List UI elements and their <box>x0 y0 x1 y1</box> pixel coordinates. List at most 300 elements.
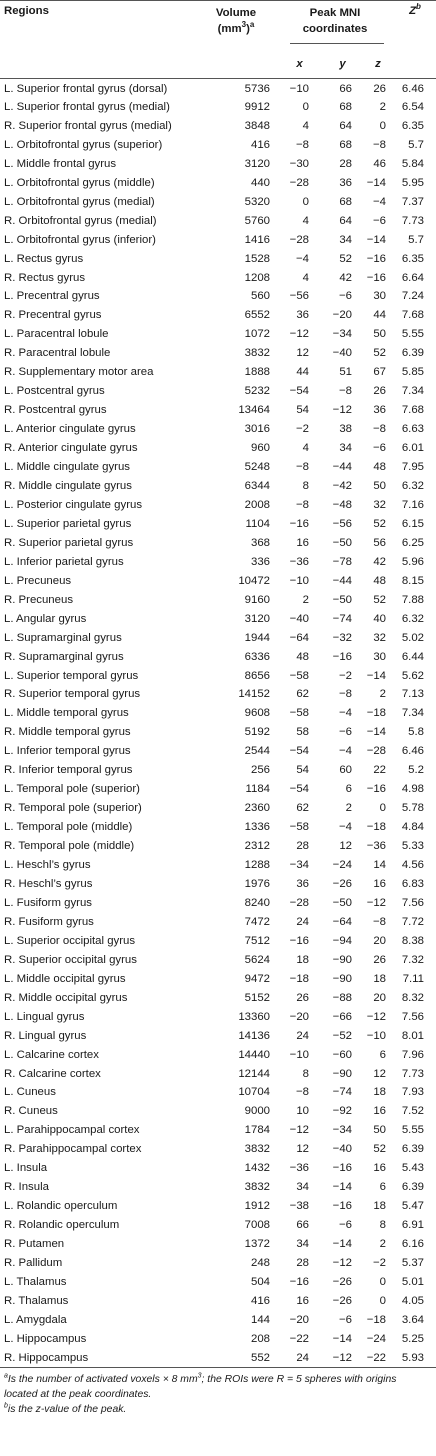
cell-zscore: 5.93 <box>394 1348 436 1367</box>
cell-region: L. Superior parietal gyrus <box>4 517 132 530</box>
cell-y: −50 <box>332 536 352 549</box>
cell-y: 52 <box>339 252 352 265</box>
footnote-b-mark: b <box>4 1402 8 1410</box>
cell-x: 0 <box>302 195 309 208</box>
table-row <box>0 533 436 552</box>
cell-x: −28 <box>289 233 309 246</box>
cell-y: −88 <box>332 991 352 1004</box>
cell-region: R. Supramarginal gyrus <box>4 650 124 663</box>
cell-volume: 5232 <box>244 385 270 398</box>
table-row <box>0 837 436 856</box>
cell-z: 32 <box>373 631 387 644</box>
cell-x: −12 <box>289 328 309 341</box>
table-row <box>0 704 436 723</box>
cell-volume: 256 <box>250 764 270 777</box>
cell-zscore: 6.35 <box>401 252 425 265</box>
cell-z: 48 <box>373 461 387 474</box>
cell-y: −2 <box>339 669 352 682</box>
cell-region: L. Thalamus <box>4 1276 67 1289</box>
footnote-b <box>4 1402 432 1417</box>
cell-z: −12 <box>366 1010 387 1023</box>
cell-z: 12 <box>373 1067 387 1080</box>
cell-zscore: 3.64 <box>401 1313 425 1326</box>
header-zscore <box>394 1 436 51</box>
cell-z: 52 <box>373 347 387 360</box>
cell-z: 8 <box>379 1219 387 1232</box>
cell-zscore: 7.56 <box>401 896 425 909</box>
cell-zscore: 4.84 <box>401 821 425 834</box>
cell-y: −20 <box>332 309 352 322</box>
cell-y: 36 <box>339 176 352 189</box>
cell-y: 38 <box>339 423 352 436</box>
cell-volume: 440 <box>250 176 270 189</box>
cell-x: 54 <box>296 404 309 417</box>
cell-z: −18 <box>366 1313 387 1326</box>
cell-x: −12 <box>289 1124 309 1137</box>
table-row <box>0 401 436 420</box>
table-row <box>0 893 436 912</box>
cell-y: −50 <box>332 896 352 909</box>
table-row <box>0 1273 436 1292</box>
cell-zscore: 6.16 <box>401 1238 425 1251</box>
cell-x: −54 <box>289 385 309 398</box>
cell-z: 46 <box>373 157 387 170</box>
table-row <box>0 116 436 135</box>
cell-z: 16 <box>373 1105 387 1118</box>
cell-x: 24 <box>296 915 309 928</box>
cell-region: L. Middle cingulate gyrus <box>4 461 130 474</box>
cell-zscore: 5.33 <box>401 840 425 853</box>
cell-z: −18 <box>366 821 387 834</box>
cell-volume: 504 <box>250 1276 270 1289</box>
cell-x: −54 <box>289 745 309 758</box>
cell-z: 50 <box>373 328 387 341</box>
cell-region: R. Thalamus <box>4 1294 69 1307</box>
cell-z: −8 <box>373 915 387 928</box>
table-header <box>0 1 436 79</box>
cell-x: −4 <box>296 252 309 265</box>
cell-y: −48 <box>332 498 352 511</box>
cell-zscore: 8.15 <box>401 574 425 587</box>
cell-region: R. Rolandic operculum <box>4 1219 120 1232</box>
cell-volume: 3832 <box>244 1143 270 1156</box>
table-row <box>0 363 436 382</box>
cell-zscore: 6.46 <box>401 83 425 96</box>
cell-volume: 7008 <box>244 1219 270 1232</box>
table-row <box>0 590 436 609</box>
cell-volume: 3832 <box>244 1181 270 1194</box>
table-row <box>0 742 436 761</box>
cell-x: 48 <box>296 650 309 663</box>
cell-x: 58 <box>296 726 309 739</box>
cell-x: 4 <box>302 271 309 284</box>
cell-region: R. Hippocampus <box>0 1348 196 1367</box>
cell-zscore: 4.98 <box>401 783 425 796</box>
cell-zscore: 5.55 <box>401 328 425 341</box>
cell-zscore: 7.68 <box>401 309 425 322</box>
cell-x: 2 <box>302 593 309 606</box>
footnote-a-exp: 3 <box>197 1372 202 1380</box>
cell-z: 52 <box>373 517 387 530</box>
cell-z: 42 <box>373 555 387 568</box>
cell-x: −28 <box>289 896 309 909</box>
cell-x: 44 <box>296 366 309 379</box>
table-row <box>0 666 436 685</box>
cell-region: L. Posterior cingulate gyrus <box>4 498 143 511</box>
cell-z: −16 <box>366 252 387 265</box>
cell-volume: 1072 <box>244 328 270 341</box>
cell-z: 50 <box>373 1124 387 1137</box>
cell-region: L. Fusiform gyrus <box>4 896 92 909</box>
cell-z: −6 <box>373 442 387 455</box>
cell-z: 30 <box>373 650 387 663</box>
cell-z: 6 <box>379 1181 387 1194</box>
cell-zscore: 6.91 <box>401 1219 425 1232</box>
cell-z: −16 <box>366 271 387 284</box>
cell-volume: 1888 <box>244 366 270 379</box>
cell-volume: 1528 <box>244 252 270 265</box>
cell-x: 8 <box>302 1067 309 1080</box>
cell-zscore: 4.05 <box>401 1294 425 1307</box>
cell-volume: 7512 <box>244 934 270 947</box>
cell-zscore: 6.64 <box>401 271 425 284</box>
table-row <box>0 818 436 837</box>
cell-z: −14 <box>366 669 387 682</box>
cell-z: 20 <box>373 991 387 1004</box>
table-row <box>0 780 436 799</box>
cell-zscore: 5.62 <box>401 669 425 682</box>
table-row <box>0 1007 436 1026</box>
cell-region: R. Orbitofrontal gyrus (medial) <box>4 214 157 227</box>
cell-volume: 1416 <box>244 233 270 246</box>
cell-zscore: 8.01 <box>401 1029 425 1042</box>
cell-y: −12 <box>323 1348 362 1367</box>
cell-region: L. Calcarine cortex <box>4 1048 99 1061</box>
cell-x: 28 <box>296 840 309 853</box>
cell-volume: 560 <box>250 290 270 303</box>
header-peak-line1: Peak MNI <box>309 7 361 19</box>
cell-x: 34 <box>296 1181 309 1194</box>
table-row <box>0 495 436 514</box>
cell-zscore: 7.56 <box>401 1010 425 1023</box>
cell-zscore: 7.52 <box>401 1105 425 1118</box>
table-body <box>0 79 436 1368</box>
table-row <box>0 552 436 571</box>
cell-zscore: 5.7 <box>408 138 425 151</box>
cell-volume: 248 <box>250 1257 270 1270</box>
cell-y: −60 <box>332 1048 352 1061</box>
cell-zscore: 7.32 <box>401 953 425 966</box>
cell-y: −94 <box>332 934 352 947</box>
cell-x: 66 <box>296 1219 309 1232</box>
cell-z: −8 <box>373 138 387 151</box>
cell-region: R. Temporal pole (middle) <box>4 840 135 853</box>
cell-zscore: 4.56 <box>401 859 425 872</box>
cell-volume: 5320 <box>244 195 270 208</box>
cell-z: −14 <box>366 176 387 189</box>
table-row <box>0 268 436 287</box>
cell-volume: 5248 <box>244 461 270 474</box>
table-row <box>0 609 436 628</box>
cell-region: L. Angular gyrus <box>4 612 87 625</box>
table-row <box>0 154 436 173</box>
cell-x: −8 <box>296 461 309 474</box>
cell-z: 52 <box>373 1143 387 1156</box>
cell-x: 0 <box>302 100 309 113</box>
cell-zscore: 6.44 <box>401 650 425 663</box>
cell-y: −6 <box>339 1219 352 1232</box>
cell-region: R. Middle temporal gyrus <box>4 726 131 739</box>
cell-z: −10 <box>366 1029 387 1042</box>
cell-region: R. Precentral gyrus <box>4 309 102 322</box>
cell-region: L. Middle occipital gyrus <box>4 972 126 985</box>
table-row <box>0 1159 436 1178</box>
header-zscore-label: Z <box>409 5 417 17</box>
header-volume <box>196 1 276 51</box>
table-row <box>0 1064 436 1083</box>
cell-region: R. Putamen <box>4 1238 65 1251</box>
table-row <box>0 685 436 704</box>
cell-x: 36 <box>296 878 309 890</box>
header-volume-unit-exp: 3 <box>241 20 247 30</box>
cell-volume: 14152 <box>238 688 270 701</box>
cell-volume: 1976 <box>244 878 270 890</box>
cell-region: R. Rectus gyrus <box>4 271 86 284</box>
cell-zscore: 5.25 <box>401 1332 425 1345</box>
cell-region: L. Orbitofrontal gyrus (middle) <box>4 176 155 189</box>
cell-y: −34 <box>332 328 352 341</box>
table-row <box>0 79 436 98</box>
cell-zscore: 6.15 <box>401 517 425 530</box>
cell-y: 66 <box>339 83 352 96</box>
cell-x: 16 <box>296 536 309 549</box>
cell-region: L. Anterior cingulate gyrus <box>4 423 136 436</box>
cell-z: 26 <box>373 83 387 96</box>
cell-region: L. Precuneus <box>4 574 72 587</box>
cell-y: 60 <box>339 764 352 777</box>
cell-region: R. Pallidum <box>4 1257 63 1270</box>
cell-y: 6 <box>345 783 352 796</box>
cell-volume: 416 <box>250 1294 270 1307</box>
table-row <box>0 647 436 666</box>
table-row <box>0 458 436 477</box>
footnotes <box>0 1368 436 1417</box>
cell-volume: 8240 <box>244 896 270 909</box>
cell-z: 20 <box>373 934 387 947</box>
cell-z: 6 <box>379 1048 387 1061</box>
cell-volume: 8656 <box>244 669 270 682</box>
cell-region: L. Middle frontal gyrus <box>4 157 117 170</box>
cell-x: −36 <box>289 1162 309 1175</box>
cell-z: 26 <box>373 385 387 398</box>
cell-y: 68 <box>339 138 352 151</box>
cell-x: 62 <box>296 688 309 701</box>
table-row <box>0 1140 436 1159</box>
cell-x: 4 <box>302 119 309 132</box>
cell-y: −90 <box>332 972 352 985</box>
cell-region: L. Amygdala <box>4 1313 67 1326</box>
cell-region: L. Orbitofrontal gyrus (inferior) <box>4 233 156 246</box>
cell-x: 16 <box>296 1294 309 1307</box>
cell-volume: 336 <box>250 555 270 568</box>
cell-volume: 7472 <box>244 915 270 928</box>
cell-region: R. Insula <box>4 1181 49 1194</box>
cell-y: −78 <box>332 555 352 568</box>
cell-z: 44 <box>373 309 387 322</box>
cell-y: −14 <box>332 1181 352 1194</box>
cell-volume: 5736 <box>244 83 270 96</box>
table-row <box>0 761 436 780</box>
cell-zscore: 5.2 <box>408 764 425 777</box>
cell-x: −10 <box>289 83 309 96</box>
cell-z: 18 <box>373 972 387 985</box>
cell-volume: 10472 <box>238 574 270 587</box>
cell-volume: 10704 <box>238 1086 270 1099</box>
cell-zscore: 7.34 <box>401 385 425 398</box>
cell-x: −38 <box>289 1200 309 1213</box>
footnote-a-mark: a <box>4 1372 8 1380</box>
cell-zscore: 6.46 <box>401 745 425 758</box>
cell-y: −26 <box>332 1294 352 1307</box>
table-row <box>0 97 436 116</box>
cell-volume: 368 <box>250 536 270 549</box>
table-row <box>0 420 436 439</box>
table-row <box>0 1292 436 1311</box>
cell-zscore: 6.54 <box>401 100 425 113</box>
cell-y: −32 <box>332 631 352 644</box>
cell-z: −28 <box>366 745 387 758</box>
cell-volume: 9608 <box>244 707 270 720</box>
table-row <box>0 1045 436 1064</box>
cell-volume: 1104 <box>245 517 270 530</box>
cell-zscore: 5.95 <box>401 176 425 189</box>
cell-z: 22 <box>373 764 387 777</box>
table-row <box>0 344 436 363</box>
cell-y: −6 <box>339 1313 352 1326</box>
cell-x: −58 <box>289 669 309 682</box>
cell-region: R. Fusiform gyrus <box>4 915 94 928</box>
cell-zscore: 7.16 <box>401 498 425 511</box>
cell-y: −42 <box>332 479 352 492</box>
cell-y: −40 <box>332 1143 352 1156</box>
cell-volume: 1336 <box>244 821 270 834</box>
cell-x: 4 <box>302 214 309 227</box>
cell-z: 26 <box>373 953 387 966</box>
cell-zscore: 5.01 <box>401 1276 425 1289</box>
cell-zscore: 7.13 <box>401 688 425 701</box>
header-volume-unit-close: ) <box>246 23 250 35</box>
cell-volume: 2360 <box>244 802 270 815</box>
cell-y: −40 <box>332 347 352 360</box>
cell-y: −66 <box>332 1010 352 1023</box>
cell-region: R. Lingual gyrus <box>4 1029 87 1042</box>
table-row <box>0 382 436 401</box>
cell-x: 12 <box>296 347 309 360</box>
cell-x: 54 <box>296 764 309 777</box>
header-zscore-footnote-mark: b <box>416 2 421 12</box>
cell-x: −10 <box>289 1048 309 1061</box>
cell-z: 30 <box>373 290 387 303</box>
table-row <box>0 950 436 969</box>
cell-y: −64 <box>332 915 352 928</box>
cell-y: −16 <box>332 650 352 663</box>
cell-volume: 9000 <box>244 1105 270 1118</box>
table-row <box>0 173 436 192</box>
cell-zscore: 8.32 <box>401 991 425 1004</box>
cell-x: −16 <box>289 517 309 530</box>
cell-volume: 208 <box>250 1332 270 1345</box>
cell-region: R. Supplementary motor area <box>4 366 154 379</box>
cell-y: 34 <box>339 233 352 246</box>
cell-region: R. Middle cingulate gyrus <box>4 479 132 492</box>
cell-region: R. Superior parietal gyrus <box>4 536 134 549</box>
cell-volume: 1784 <box>244 1124 270 1137</box>
cell-region: L. Lingual gyrus <box>4 1010 85 1023</box>
table-row <box>0 306 436 325</box>
cell-region: L. Hippocampus <box>4 1332 87 1345</box>
cell-volume: 14136 <box>238 1029 270 1042</box>
cell-volume: 552 <box>196 1348 276 1367</box>
cell-z: 16 <box>373 878 387 890</box>
footnote-a-text-1: Is the number of activated voxels × 8 mm <box>7 1373 198 1385</box>
cell-volume: 6552 <box>244 309 270 322</box>
cell-x: −22 <box>289 1332 309 1345</box>
table-row <box>0 287 436 306</box>
cell-zscore: 5.37 <box>401 1257 425 1270</box>
cell-y: −8 <box>339 688 352 701</box>
cell-volume: 1912 <box>244 1200 270 1213</box>
cell-x: 34 <box>296 1238 309 1251</box>
header-peak-rule <box>290 43 384 44</box>
cell-y: 12 <box>339 840 352 853</box>
table-row <box>0 1216 436 1235</box>
table-row <box>0 931 436 950</box>
header-volume-unit-open: (mm <box>217 23 242 35</box>
cell-x: −36 <box>289 555 309 568</box>
cell-volume: 13360 <box>238 1010 270 1023</box>
cell-x: −54 <box>289 783 309 796</box>
cell-z: 32 <box>373 498 387 511</box>
cell-zscore: 5.84 <box>401 157 425 170</box>
cell-volume: 1184 <box>245 783 270 796</box>
header-volume-footnote-mark: a <box>249 20 255 30</box>
cell-z: 18 <box>373 1200 387 1213</box>
cell-x: 28 <box>296 1257 309 1270</box>
cell-y: −50 <box>332 593 352 606</box>
cell-x: 8 <box>302 479 309 492</box>
cell-zscore: 5.47 <box>401 1200 425 1213</box>
header-regions: Regions <box>0 1 196 51</box>
cell-volume: 144 <box>250 1313 270 1326</box>
cell-volume: 9160 <box>244 593 270 606</box>
cell-y: 64 <box>339 119 352 132</box>
cell-zscore: 7.24 <box>401 290 425 303</box>
table-row <box>0 439 436 458</box>
cell-y: 2 <box>345 802 352 815</box>
table-row <box>0 325 436 344</box>
cell-volume: 3120 <box>244 157 270 170</box>
cell-y: −16 <box>332 1162 352 1175</box>
cell-x: 26 <box>296 991 309 1004</box>
cell-y: 28 <box>339 157 352 170</box>
table-row <box>0 477 436 496</box>
table-row <box>0 875 436 894</box>
cell-region: L. Temporal pole (middle) <box>4 821 133 834</box>
cell-volume: 2008 <box>244 498 270 511</box>
cell-y: 68 <box>339 100 352 113</box>
cell-zscore: 5.8 <box>408 726 425 739</box>
cell-z: 36 <box>373 404 387 417</box>
